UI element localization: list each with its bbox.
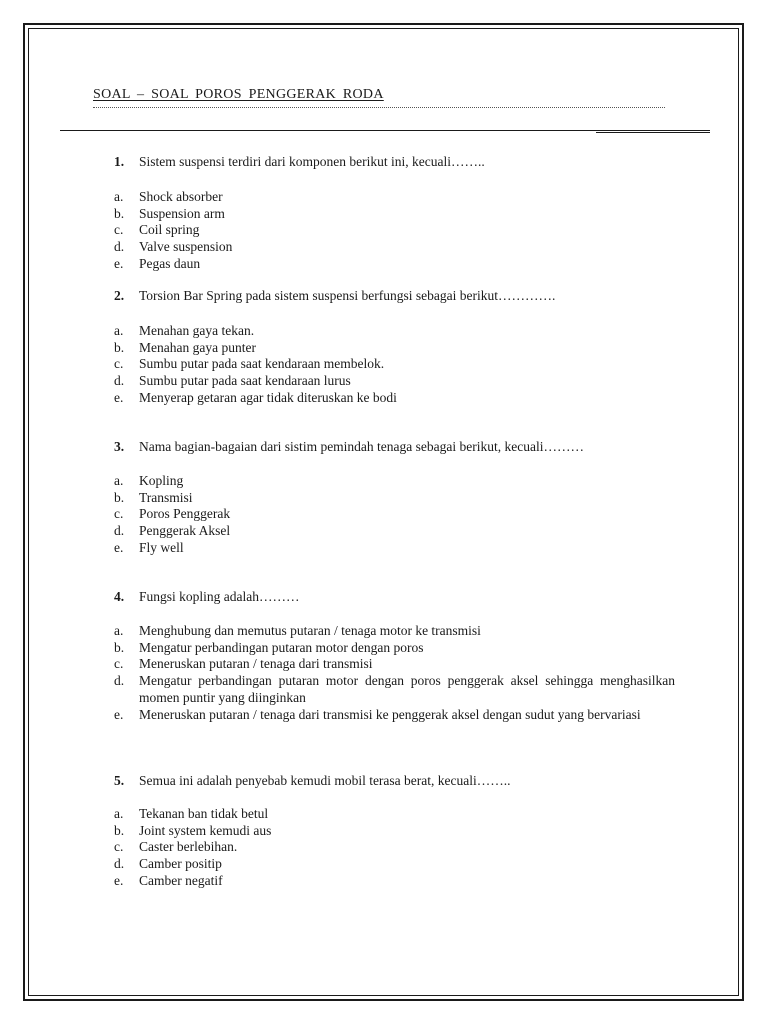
document-title: SOAL – SOAL POROS PENGGERAK RODA <box>93 87 384 102</box>
option-item <box>114 656 675 673</box>
question-number: 1. <box>114 154 125 169</box>
option-text: Fly well <box>139 539 184 555</box>
option-text: Sumbu putar pada saat kendaraan lurus <box>139 373 351 389</box>
question-5-options <box>114 806 675 890</box>
option-letter: d. <box>114 673 125 689</box>
question-text: Torsion Bar Spring pada sistem suspensi berfungsi sebagai berikut…………. <box>139 288 556 303</box>
question-4-options <box>114 623 675 723</box>
question-4 <box>114 589 674 606</box>
option-item <box>114 206 675 223</box>
option-text: Menghubung dan memutus putaran / tenaga motor ke transmisi <box>139 623 481 638</box>
option-letter: e. <box>114 539 124 555</box>
option-text: Pegas daun <box>139 255 201 271</box>
option-letter: b. <box>114 489 125 505</box>
option-text: Menahan gaya punter <box>139 339 256 355</box>
question-text: Nama bagian-bagaian dari sistim pemindah tenaga sebagai berikut, kecuali……… <box>139 439 584 454</box>
option-item <box>114 640 675 657</box>
question-3 <box>114 439 674 456</box>
option-text: Suspension arm <box>139 205 225 221</box>
option-item <box>114 356 675 373</box>
option-item <box>114 823 675 840</box>
option-letter: e. <box>114 706 124 722</box>
question-2-options <box>114 323 675 407</box>
option-letter: a. <box>114 323 124 338</box>
option-text: Caster berlebihan. <box>139 839 238 855</box>
option-item <box>114 222 675 239</box>
option-letter: d. <box>114 373 125 389</box>
option-item <box>114 239 675 256</box>
option-letter: a. <box>114 806 124 821</box>
option-text: Mengatur perbandingan putaran motor dengan poros penggerak aksel sehingga menghasilkan momen puntir yang diinginkan <box>139 673 675 705</box>
option-item <box>114 490 675 507</box>
option-letter: d. <box>114 523 125 539</box>
option-item <box>114 323 675 340</box>
option-letter: b. <box>114 339 125 355</box>
question-text: Semua ini adalah penyebab kemudi mobil terasa berat, kecuali…….. <box>139 773 511 788</box>
option-item <box>114 806 675 823</box>
option-item <box>114 256 675 273</box>
option-letter: a. <box>114 189 124 204</box>
option-text: Transmisi <box>139 489 193 505</box>
option-item <box>114 390 675 407</box>
option-letter: c. <box>114 656 124 672</box>
question-number: 2. <box>114 288 125 303</box>
option-text: Meneruskan putaran / tenaga dari transmisi <box>139 656 373 672</box>
question-number: 5. <box>114 773 125 788</box>
option-text: Camber positip <box>139 856 222 872</box>
option-item <box>114 839 675 856</box>
option-letter: b. <box>114 205 125 221</box>
option-letter: d. <box>114 856 125 872</box>
option-text: Joint system kemudi aus <box>139 822 272 838</box>
question-1 <box>114 154 674 171</box>
option-letter: e. <box>114 389 124 405</box>
option-letter: c. <box>114 839 124 855</box>
question-2 <box>114 288 674 305</box>
question-number: 3. <box>114 439 125 454</box>
option-item <box>114 523 675 540</box>
option-text: Menyerap getaran agar tidak diteruskan ke bodi <box>139 389 397 405</box>
option-text: Sumbu putar pada saat kendaraan membelok. <box>139 356 385 372</box>
question-text: Sistem suspensi terdiri dari komponen berikut ini, kecuali…….. <box>139 154 485 169</box>
option-letter: e. <box>114 872 124 888</box>
option-item <box>114 623 675 640</box>
option-text: Penggerak Aksel <box>139 523 231 539</box>
question-3-options <box>114 473 675 557</box>
option-item <box>114 540 675 557</box>
option-letter: b. <box>114 822 125 838</box>
option-item <box>114 873 675 890</box>
question-1-options <box>114 189 675 273</box>
option-letter: c. <box>114 222 124 238</box>
option-letter: c. <box>114 356 124 372</box>
option-text: Camber negatif <box>139 872 223 888</box>
question-number: 4. <box>114 589 125 604</box>
question-5 <box>114 773 674 790</box>
option-letter: c. <box>114 506 124 522</box>
option-item <box>114 373 675 390</box>
option-item <box>114 189 675 206</box>
option-item <box>114 707 675 724</box>
option-item <box>114 673 675 706</box>
option-text: Coil spring <box>139 222 200 238</box>
option-letter: b. <box>114 639 125 655</box>
option-text: Shock absorber <box>139 189 223 204</box>
option-item <box>114 856 675 873</box>
option-letter: a. <box>114 473 124 488</box>
option-text: Mengatur perbandingan putaran motor dengan poros <box>139 639 424 655</box>
option-text: Tekanan ban tidak betul <box>139 806 269 821</box>
question-text: Fungsi kopling adalah……… <box>139 589 300 604</box>
option-text: Kopling <box>139 473 184 488</box>
option-text: Poros Penggerak <box>139 506 231 522</box>
option-letter: e. <box>114 255 124 271</box>
option-text: Menahan gaya tekan. <box>139 323 255 338</box>
option-text: Valve suspension <box>139 239 233 255</box>
option-item <box>114 340 675 357</box>
option-text: Meneruskan putaran / tenaga dari transmisi ke penggerak aksel dengan sudut yang bervariasi <box>139 706 641 722</box>
option-letter: a. <box>114 623 124 638</box>
option-letter: d. <box>114 239 125 255</box>
option-item <box>114 473 675 490</box>
option-item <box>114 506 675 523</box>
